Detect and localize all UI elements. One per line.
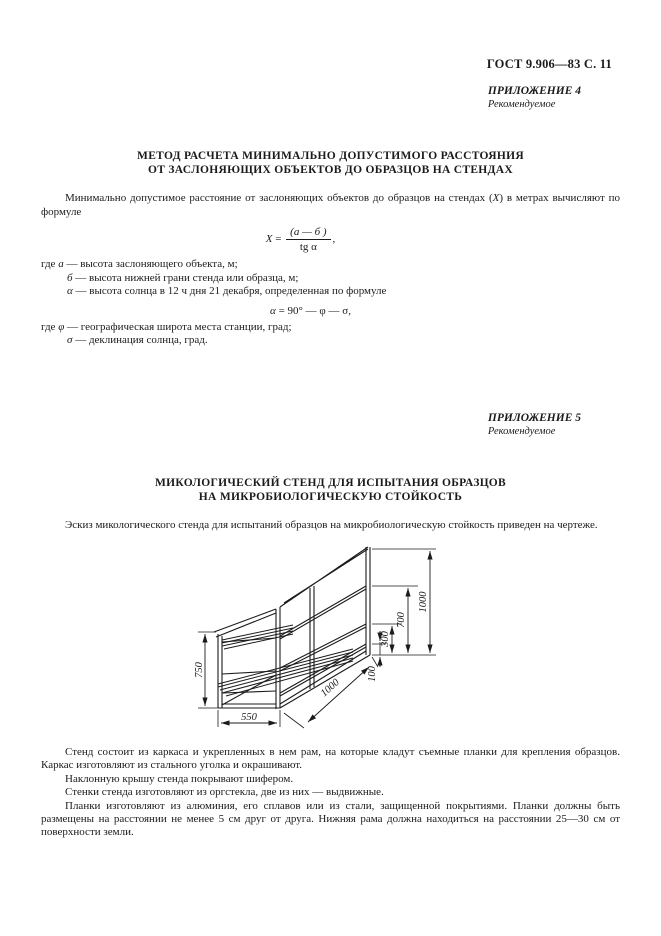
dim-label-550: 550 bbox=[241, 712, 257, 723]
dim-label-100: 100 bbox=[367, 666, 378, 682]
formula2-eq: = bbox=[278, 304, 285, 317]
where1-lead: где bbox=[41, 258, 56, 270]
doc-reference: ГОСТ 9.906—83 С. 11 bbox=[486, 57, 612, 71]
where1-text-a: — высота заслоняющего объекта, м; bbox=[66, 258, 238, 270]
formula1-eq: = bbox=[275, 233, 282, 246]
where2-var-sigma: σ bbox=[67, 334, 73, 346]
appendix4-intro bbox=[41, 192, 620, 219]
body-paragraph-4: Планки изготовляют из алюминия, его сплавов или из стали, защищенной покрытиями. Планки должны быть размещены на расстоянии не менее 5 см друг от друга. Нижняя рама должна находиться на расстоянии 25—30 см от поверхности земли. bbox=[41, 799, 620, 839]
appendix5-title bbox=[0, 476, 661, 504]
stand-drawing bbox=[118, 536, 518, 734]
formula-sun-angle bbox=[0, 305, 621, 317]
dim-label-300: 300 bbox=[380, 631, 391, 647]
where1-var-b: б bbox=[67, 271, 73, 284]
formula2-rhs: 90° — φ — σ, bbox=[287, 304, 351, 317]
formula1-fraction bbox=[286, 226, 330, 253]
where2-text-sigma: — деклинация солнца, град. bbox=[75, 334, 208, 346]
where2-row-phi bbox=[41, 321, 620, 335]
appendix5-title-line2: НА МИКРОБИОЛОГИЧЕСКУЮ СТОЙКОСТЬ bbox=[198, 490, 463, 503]
appendix5-label: ПРИЛОЖЕНИЕ 5 bbox=[487, 411, 581, 424]
where1-row-b bbox=[41, 272, 620, 286]
where1-var-alpha: α bbox=[67, 285, 73, 297]
dim-label-1000-length: 1000 bbox=[318, 677, 342, 700]
where2-row-sigma bbox=[41, 334, 620, 348]
formula1-tail: , bbox=[332, 233, 336, 246]
where1-var-a: a bbox=[58, 258, 64, 270]
dim-label-1000-height: 1000 bbox=[418, 591, 429, 613]
body-paragraph-1: Стенд состоит из каркаса и укрепленных в нем рам, на которые кладут съемные планки для крепления образцов. Каркас изготовляют из стального уголка и окрашивают. bbox=[41, 746, 620, 772]
dimension-lines bbox=[205, 551, 430, 723]
intro-pre: Минимально допустимое расстояние от заслоняющих объектов до образцов на стендах ( bbox=[65, 192, 493, 204]
appendix4-note: Рекомендуемое bbox=[487, 99, 556, 110]
formula1-numerator: (a — б ) bbox=[286, 226, 330, 240]
body-paragraph-3: Стенки стенда изготовляют из оргстекла, две из них — выдвижные. bbox=[65, 786, 384, 799]
dim-label-700: 700 bbox=[396, 612, 407, 628]
stand-drawing-figure bbox=[118, 536, 518, 734]
appendix5-body bbox=[0, 746, 661, 840]
intro-post: ) в метрах вычисляют по формуле bbox=[41, 192, 620, 218]
appendix5-note: Рекомендуемое bbox=[487, 425, 556, 437]
where1-row-a bbox=[41, 258, 620, 272]
where-block-2 bbox=[41, 321, 620, 348]
where1-text-alpha: — высота солнца в 12 ч дня 21 декабря, определенная по формуле bbox=[75, 285, 387, 297]
where2-text-phi: — географическая широта места станции, град; bbox=[67, 320, 292, 333]
appendix5-header bbox=[0, 412, 661, 438]
where-block-1 bbox=[41, 258, 620, 299]
appendix4-label: ПРИЛОЖЕНИЕ 4 bbox=[487, 85, 581, 97]
appendix5-title-line1: МИКОЛОГИЧЕСКИЙ СТЕНД ДЛЯ ИСПЫТАНИЯ ОБРАЗЦОВ bbox=[154, 476, 506, 489]
formula1-denominator: tg α bbox=[299, 241, 317, 253]
where1-text-b: — высота нижней грани стенда или образца, м; bbox=[75, 271, 299, 284]
appendix5-intro: Эскиз микологического стенда для испытаний образцов на микробиологическую стойкость приведен на чертеже. bbox=[65, 518, 598, 531]
formula1-lhs: X bbox=[265, 233, 273, 246]
where2-var-phi: φ bbox=[58, 320, 65, 333]
where1-row-alpha bbox=[41, 285, 620, 299]
where2-lead: где bbox=[41, 320, 56, 333]
appendix4-header bbox=[0, 85, 661, 111]
appendix4-title bbox=[0, 149, 661, 177]
body-paragraph-2: Наклонную крышу стенда покрывают шифером. bbox=[65, 772, 294, 785]
dim-label-750: 750 bbox=[194, 662, 205, 678]
intro-variable: X bbox=[492, 192, 500, 204]
appendix4-title-line1: МЕТОД РАСЧЕТА МИНИМАЛЬНО ДОПУСТИМОГО РАССТОЯНИЯ bbox=[137, 150, 524, 162]
formula2-lhs: α bbox=[270, 304, 276, 317]
appendix4-title-line2: ОТ ЗАСЛОНЯЮЩИХ ОБЪЕКТОВ ДО ОБРАЗЦОВ НА СТЕНДАХ bbox=[148, 164, 513, 176]
dimension-extension-lines bbox=[198, 549, 436, 728]
formula-distance bbox=[0, 226, 601, 253]
